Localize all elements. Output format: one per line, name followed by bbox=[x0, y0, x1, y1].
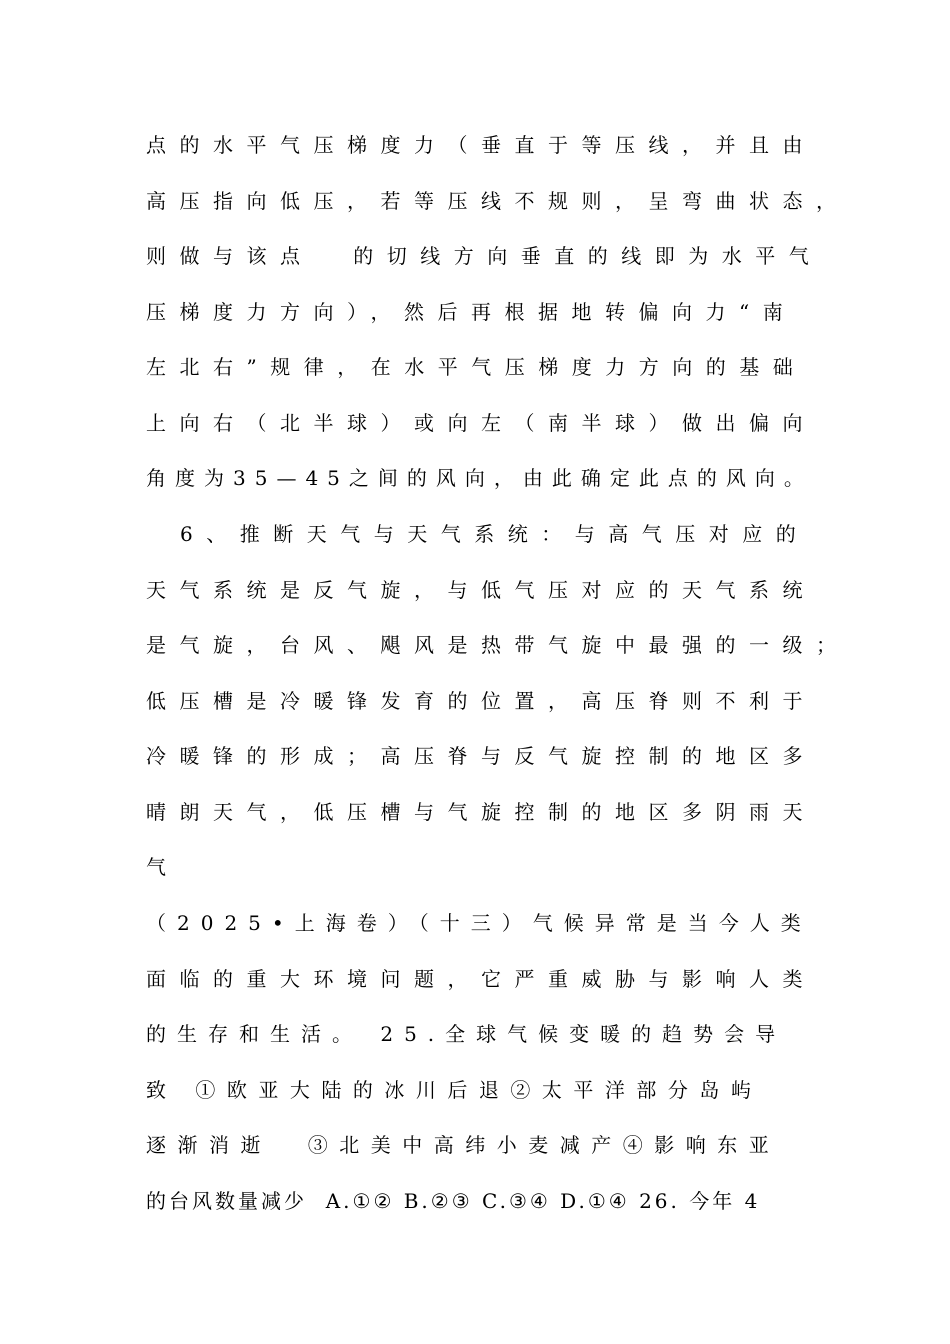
text-line-3: 则做与该点 的切线方向垂直的线即为水平气 bbox=[146, 244, 823, 268]
text-line-11: 低压槽是冷暖锋发育的位置，高压脊则不利于 bbox=[146, 689, 816, 713]
text-line-9: 天气系统是反气旋，与低气压对应的天气系统 bbox=[146, 578, 816, 602]
text-line-17: 的生存和生活。 25.全球气候变暖的趋势会导 bbox=[146, 1022, 787, 1046]
text-line-4: 压梯度力方向），然后再根据地转偏向力“南 bbox=[146, 300, 797, 324]
text-line-6: 上向右（北半球）或向左（南半球）做出偏向 bbox=[146, 411, 816, 435]
text-line-5: 左北右”规律，在水平气压梯度力方向的基础 bbox=[146, 355, 807, 379]
text-line-7: 角度为35—45之间的风向，由此确定此点的风向。 bbox=[146, 466, 813, 490]
text-line-8: 6、推断天气与天气系统：与高气压对应的 bbox=[180, 522, 810, 546]
text-line-10: 是气旋，台风、飓风是热带气旋中最强的一级； bbox=[146, 633, 850, 657]
text-line-18: 致 ①欧亚大陆的冰川后退②太平洋部分岛屿 bbox=[146, 1078, 763, 1102]
text-line-15: （2025•上海卷）（十三）气候异常是当今人类 bbox=[146, 911, 812, 935]
text-line-13: 晴朗天气，低压槽与气旋控制的地区多阴雨天 bbox=[146, 800, 816, 824]
text-line-1: 点的水平气压梯度力（垂直于等压线，并且由 bbox=[146, 133, 816, 157]
text-line-19: 逐渐消逝 ③北美中高纬小麦减产④影响东亚 bbox=[146, 1133, 781, 1157]
text-line-16: 面临的重大环境问题，它严重威胁与影响人类 bbox=[146, 967, 816, 991]
text-line-20: 的台风数量减少 A.①② B.②③ C.③④ D.①④ 26. 今年 4 bbox=[146, 1189, 761, 1213]
text-line-2: 高压指向低压，若等压线不规则，呈弯曲状态， bbox=[146, 189, 850, 213]
text-line-12: 冷暖锋的形成；高压脊与反气旋控制的地区多 bbox=[146, 744, 816, 768]
text-line-14: 气 bbox=[146, 855, 180, 879]
